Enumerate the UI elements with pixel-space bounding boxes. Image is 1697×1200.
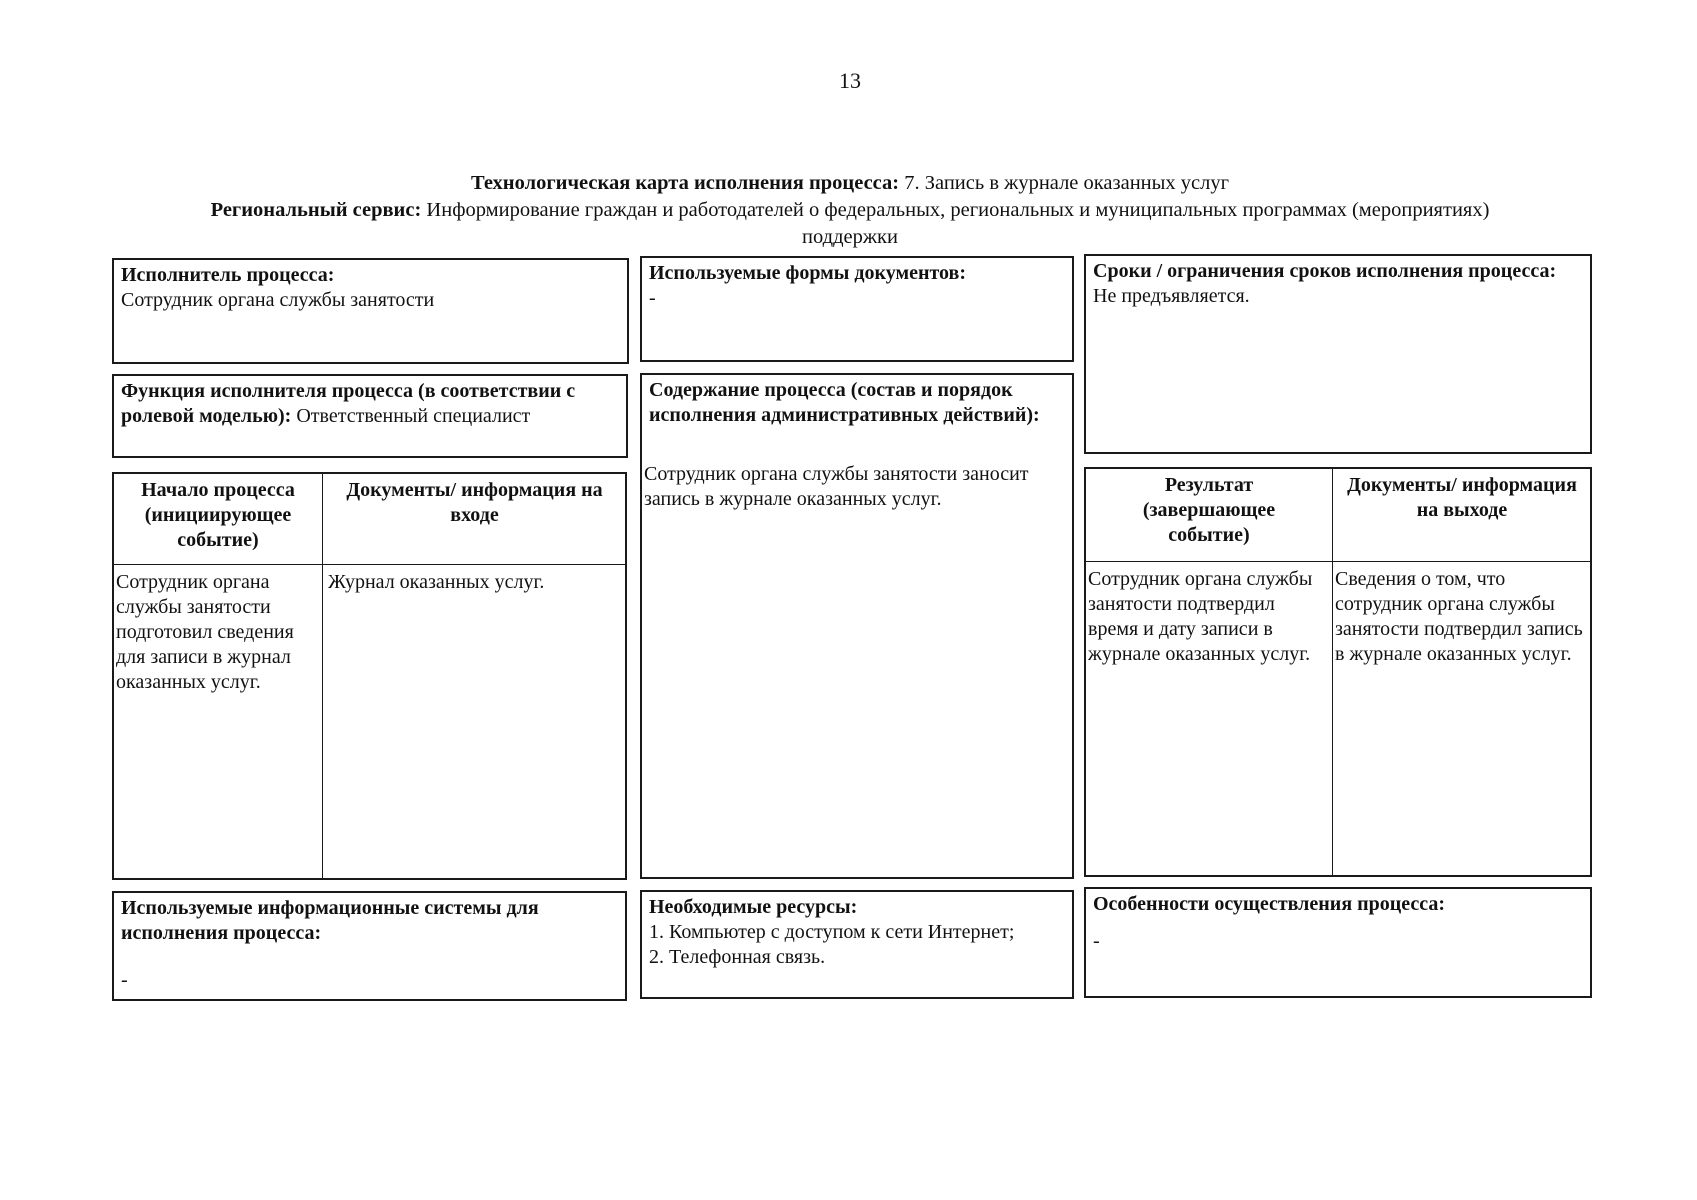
title-label: Технологическая карта исполнения процесса: — [470, 172, 900, 194]
resources-box — [640, 890, 1074, 999]
service-label: Региональный сервис: — [210, 199, 422, 221]
performer-label: Исполнитель процесса: — [121, 264, 335, 286]
title-text: 7. Запись в журнале оказанных услуг — [899, 172, 1230, 194]
document-title — [140, 170, 1560, 196]
role-value: Ответственный специалист — [291, 405, 531, 427]
result-table-column-divider — [1332, 469, 1333, 875]
start-table — [112, 472, 627, 880]
forms-label: Используемые формы документов: — [649, 262, 967, 284]
info-systems-label: Используемые информационные системы для исполнения процесса: — [121, 897, 539, 944]
start-table-cell-docs: Журнал оказанных услуг. — [328, 571, 545, 593]
result-table-header-result: Результат (завершающее событие) — [1142, 474, 1276, 546]
deadlines-value: Не предъявляется. — [1093, 285, 1250, 307]
role-box — [112, 374, 628, 458]
result-table-header-divider — [1086, 561, 1590, 562]
deadlines-label: Сроки / ограничения сроков исполнения процесса: — [1093, 260, 1557, 282]
start-table-header-start: Начало процесса (инициирующее событие) — [141, 479, 295, 551]
start-table-cell-start: Сотрудник органа службы занятости подготовил сведения для записи в журнал оказанных услуг. — [116, 571, 294, 693]
result-table-cell-result: Сотрудник органа службы занятости подтвердил время и дату записи в журнале оказанных услуг. — [1088, 568, 1313, 665]
result-table — [1084, 467, 1592, 877]
result-table-cell-docs: Сведения о том, что сотрудник органа службы занятости подтвердил запись в журнале оказанных услуг. — [1335, 568, 1583, 665]
features-value: - — [1093, 930, 1100, 952]
resources-item-2: 2. Телефонная связь. — [649, 946, 826, 968]
content-value: Сотрудник органа службы занятости заносит запись в журнале оказанных услуг. — [644, 463, 1029, 510]
features-box — [1084, 887, 1592, 998]
start-table-header-divider — [114, 564, 625, 565]
service-line-continuation: поддержки — [802, 226, 898, 248]
info-systems-value: - — [121, 969, 128, 991]
start-table-header-docs: Документы/ информация на входе — [346, 479, 603, 526]
forms-value: - — [649, 287, 656, 309]
features-label: Особенности осуществления процесса: — [1093, 893, 1446, 915]
result-table-header-docs: Документы/ информация на выходе — [1347, 474, 1577, 521]
content-label: Содержание процесса (состав и порядок исполнения административных действий): — [649, 379, 1040, 426]
page-number: 13 — [839, 68, 861, 93]
info-systems-box — [112, 891, 627, 1001]
role-label: Функция исполнителя процесса (в соответствии с ролевой моделью): — [121, 380, 576, 427]
resources-item-1: 1. Компьютер с доступом к сети Интернет; — [649, 921, 1015, 943]
forms-box — [640, 256, 1074, 362]
performer-box — [112, 258, 629, 364]
start-table-column-divider — [322, 474, 323, 878]
content-box — [640, 373, 1074, 879]
deadlines-box — [1084, 254, 1592, 454]
performer-value: Сотрудник органа службы занятости — [121, 289, 435, 311]
service-line — [140, 197, 1560, 223]
service-text: Информирование граждан и работодателей о федеральных, региональных и муниципальных программах (мероприятиях) — [421, 199, 1490, 221]
resources-label: Необходимые ресурсы: — [649, 896, 858, 918]
